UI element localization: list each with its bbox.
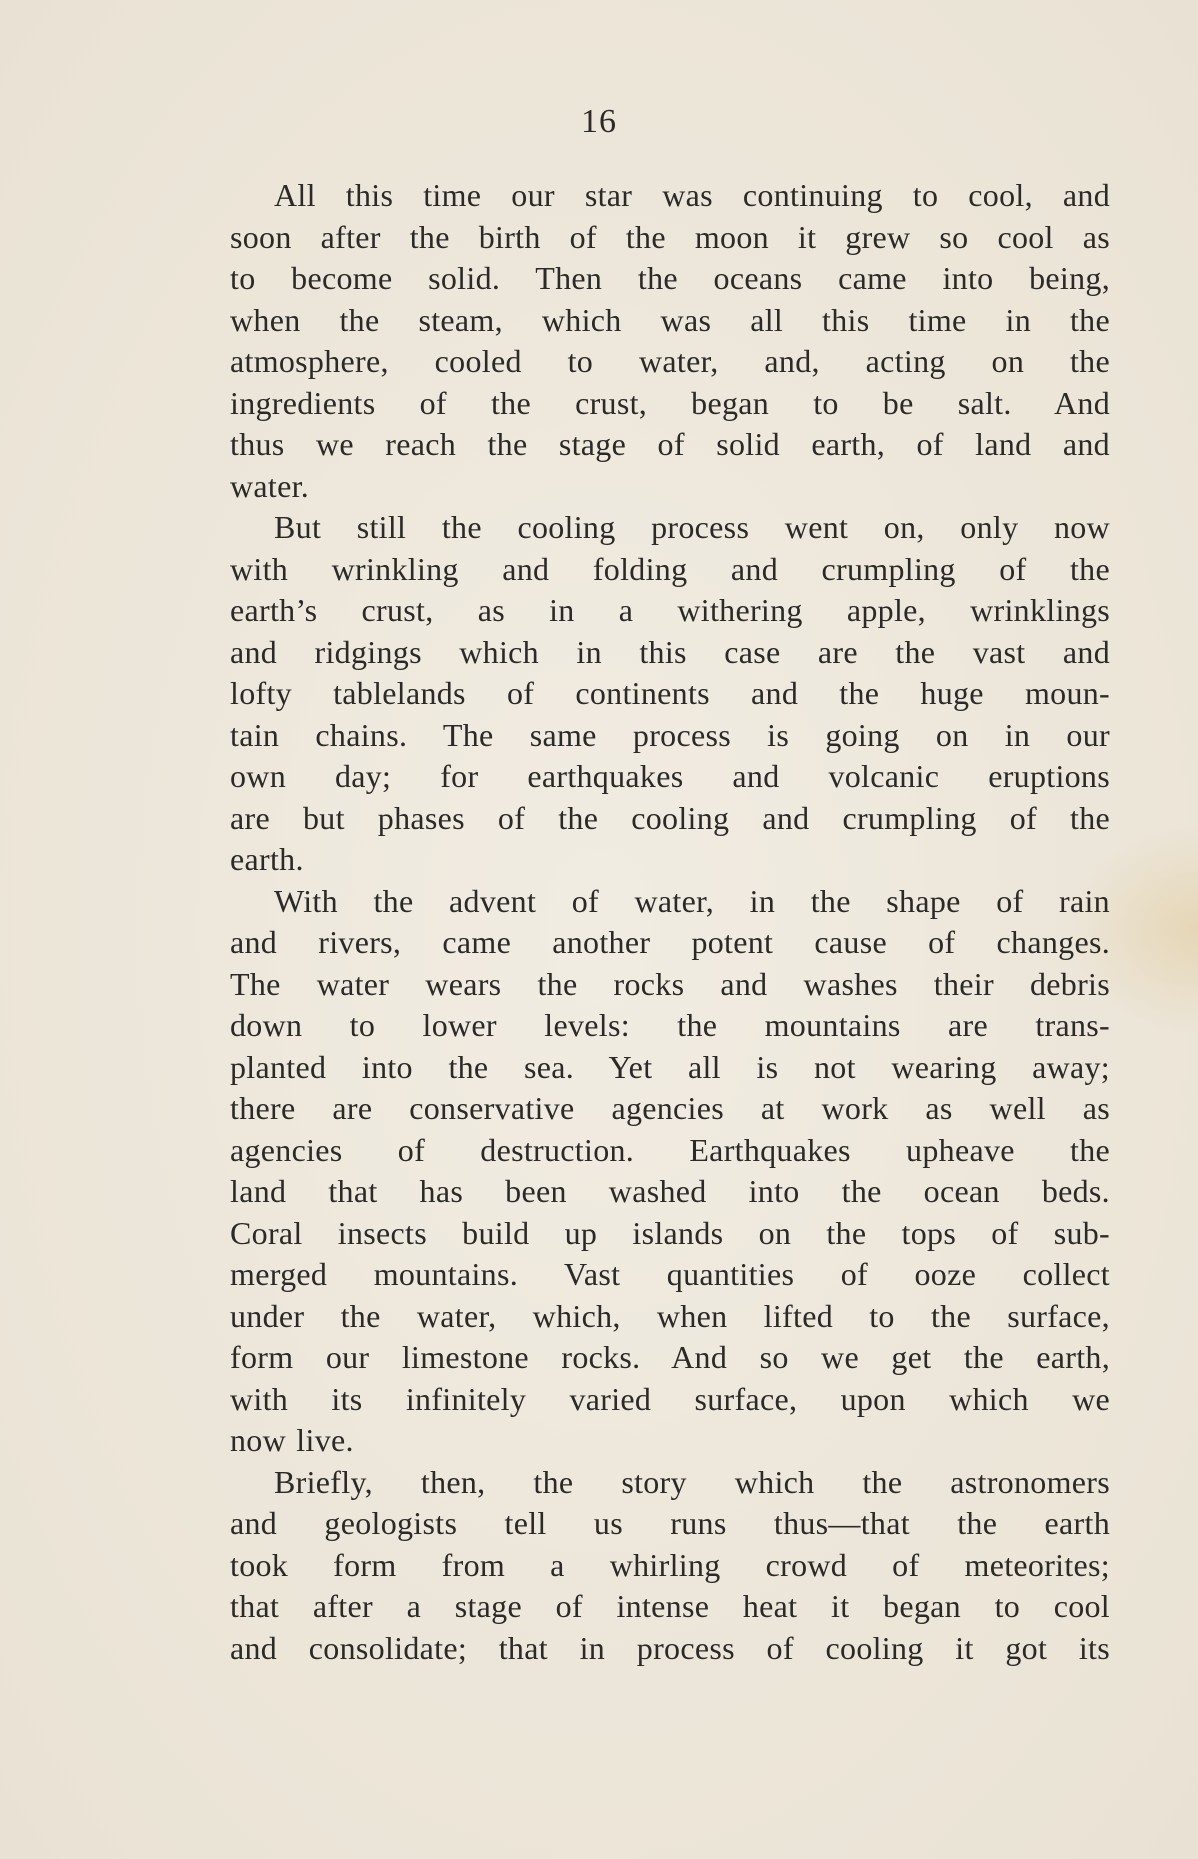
text-line: tain chains. The same process is going on in our xyxy=(230,716,1110,753)
text-line: Briefly, then, the story which the astronomers xyxy=(274,1463,1110,1500)
body-text xyxy=(230,175,1110,1669)
text-line: now live. xyxy=(230,1422,354,1458)
paragraph xyxy=(230,507,1110,881)
text-line: and ridgings which in this case are the vast and xyxy=(230,633,1110,670)
text-line: when the steam, which was all this time in the xyxy=(230,301,1110,338)
text-line: with wrinkling and folding and crumpling of the xyxy=(230,550,1110,587)
text-line: merged mountains. Vast quantities of ooze collect xyxy=(230,1256,1110,1292)
text-line: and consolidate; that in process of cooling it got its xyxy=(230,1629,1110,1666)
text-line: thus we reach the stage of solid earth, of land and xyxy=(230,426,1110,462)
text-line: atmosphere, cooled to water, and, acting on the xyxy=(230,343,1110,379)
paragraph xyxy=(230,1462,1110,1670)
text-line: and geologists tell us runs thus—that the earth xyxy=(230,1505,1110,1541)
text-line: The water wears the rocks and washes their debris xyxy=(230,965,1110,1002)
paragraph xyxy=(230,881,1110,1462)
text-line: lofty tablelands of continents and the huge moun- xyxy=(230,675,1110,711)
text-line: under the water, which, when lifted to the surface, xyxy=(230,1297,1110,1334)
text-line: water. xyxy=(230,467,310,504)
text-line: own day; for earthquakes and volcanic eruptions xyxy=(230,758,1110,794)
text-line: All this time our star was continuing to cool, and xyxy=(274,177,1110,213)
text-line: With the advent of water, in the shape of rain xyxy=(274,882,1110,919)
text-line: and rivers, came another potent cause of changes. xyxy=(230,924,1110,960)
text-line: to become solid. Then the oceans came into being, xyxy=(230,260,1110,296)
text-line: But still the cooling process went on, only now xyxy=(274,509,1110,545)
text-line: down to lower levels: the mountains are trans- xyxy=(230,1007,1110,1043)
text-line: there are conservative agencies at work as well as xyxy=(230,1090,1110,1126)
page-number: 16 xyxy=(581,103,617,140)
text-line: land that has been washed into the ocean beds. xyxy=(230,1173,1110,1209)
text-line: are but phases of the cooling and crumpling of the xyxy=(230,799,1110,836)
text-line: form our limestone rocks. And so we get the earth, xyxy=(230,1339,1110,1375)
text-line: earth’s crust, as in a withering apple, wrinklings xyxy=(230,592,1110,628)
text-line: that after a stage of intense heat it began to cool xyxy=(230,1588,1110,1624)
paragraph xyxy=(230,175,1110,507)
text-line: planted into the sea. Yet all is not wearing away; xyxy=(230,1048,1110,1085)
text-line: ingredients of the crust, began to be salt. And xyxy=(230,384,1110,421)
text-line: agencies of destruction. Earthquakes upheave the xyxy=(230,1131,1110,1168)
text-line: earth. xyxy=(230,841,304,877)
text-line: took form from a whirling crowd of meteorites; xyxy=(230,1546,1110,1583)
text-line: soon after the birth of the moon it grew so cool as xyxy=(230,218,1110,255)
text-line: with its infinitely varied surface, upon which we xyxy=(230,1380,1110,1417)
text-line: Coral insects build up islands on the tops of sub- xyxy=(230,1214,1110,1251)
